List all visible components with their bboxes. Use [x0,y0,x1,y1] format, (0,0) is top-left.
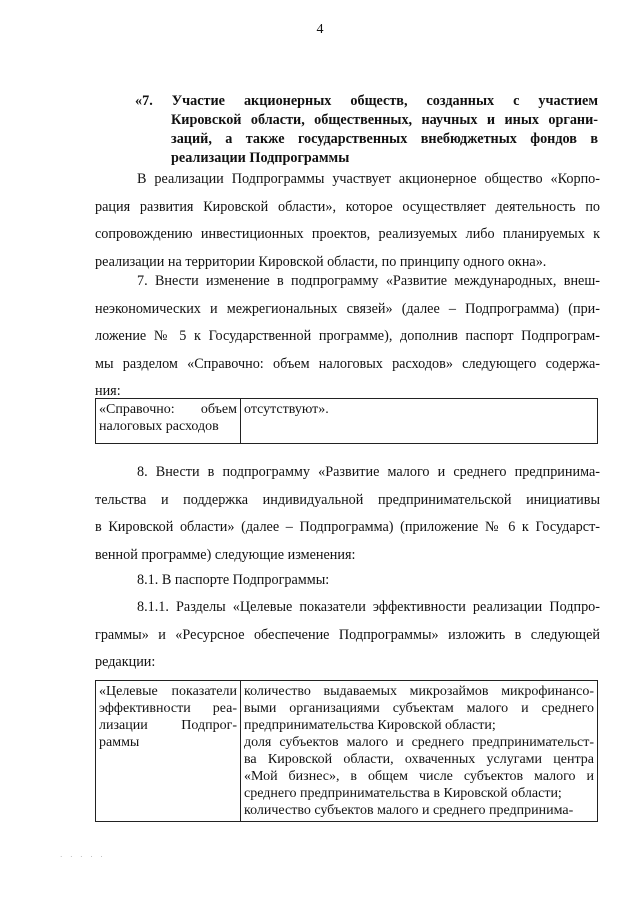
cell-line: «Мой бизнес», в общем числе субъектов малого и [244,769,594,784]
text-line: в Кировской области» (далее – Подпрограмма) (приложение № 6 к Государст- [95,519,600,535]
cell-line: среднего предпринимательства в Кировской области; [244,786,562,801]
section7-body [95,166,600,276]
text-line: сопровождению инвестиционных проектов, реализуемых либо планируемых к [95,226,600,242]
text-line: неэкономических и межрегиональных связей» (далее – Подпрограмма) (при- [95,300,600,317]
text-line: 7. Внести изменение в подпрограмму «Развитие международных, внеш- [137,273,600,289]
text-line: В реализации Подпрограммы участвует акционерное общество «Корпо- [137,171,600,187]
table-value-cell [241,399,598,444]
text-line: рация развития Кировской области», которое осуществляет деятельность по [95,198,600,215]
text-line: редакции: [95,654,156,670]
cell-line: лизации Подпрог- [99,718,237,733]
heading-line: реализации Подпрограммы [171,150,350,166]
table-label-cell [96,681,241,822]
table-label-cell [96,399,241,444]
text-line: 8. Внести в подпрограмму «Развитие малого и среднего предпринима- [137,464,600,480]
table-value-cell [241,681,598,822]
item8-1-paragraph [95,567,600,595]
target-indicators-table [95,680,598,822]
text-line: граммы» и «Ресурсное обеспечение Подпрограммы» изложить в следующей [95,626,600,643]
cell-line: налоговых расходов [99,419,219,434]
cell-line: раммы [99,735,140,750]
heading-line: заций, а также государственных внебюджетных фондов в [171,131,598,147]
text-line: ния: [95,383,121,399]
cell-line: эффективности реа- [99,701,237,716]
cell-line: отсутствуют». [244,402,329,417]
text-line: мы разделом «Справочно: объем налоговых расходов» следующего содержа- [95,355,600,372]
item7-paragraph [95,268,600,406]
item8-1-1-paragraph [95,594,600,677]
cell-line: предпринимательства Кировской области; [244,718,496,733]
page-number: 4 [316,22,324,37]
cell-line: «Справочно: объем [99,402,237,417]
cell-line: ва Кировской области, охваченных услугами центра [244,752,594,767]
text-line: 8.1. В паспорте Подпрограммы: [137,572,330,588]
cell-line: количество субъектов малого и среднего предпринима- [244,803,574,818]
tax-expenses-table [95,398,598,444]
heading-line: «7. Участие акционерных обществ, созданных с участием [135,93,598,109]
text-line: реализации на территории Кировской области, по принципу одного окна». [95,253,547,270]
item8-paragraph [95,459,600,569]
cell-line: выми организациями субъектам малого и среднего [244,701,594,716]
cell-line: количество выдаваемых микрозаймов микрофинансо- [244,684,594,699]
heading-line: Кировской области, общественных, научных и иных органи- [171,112,598,128]
text-line: тельства и поддержка индивидуальной предпринимательской инициативы [95,491,600,508]
cell-line: «Целевые показатели [99,684,237,699]
text-line: 8.1.1. Разделы «Целевые показатели эффективности реализации Подпро- [137,599,600,615]
section7-heading [135,92,598,168]
text-line: ложение № 5 к Государственной программе), дополнив паспорт Подпрограм- [95,328,600,344]
scan-artifact: · · · · · [60,853,106,861]
cell-line: доля субъектов малого и среднего предпринимательст- [244,735,594,750]
text-line: венной программе) следующие изменения: [95,546,356,563]
